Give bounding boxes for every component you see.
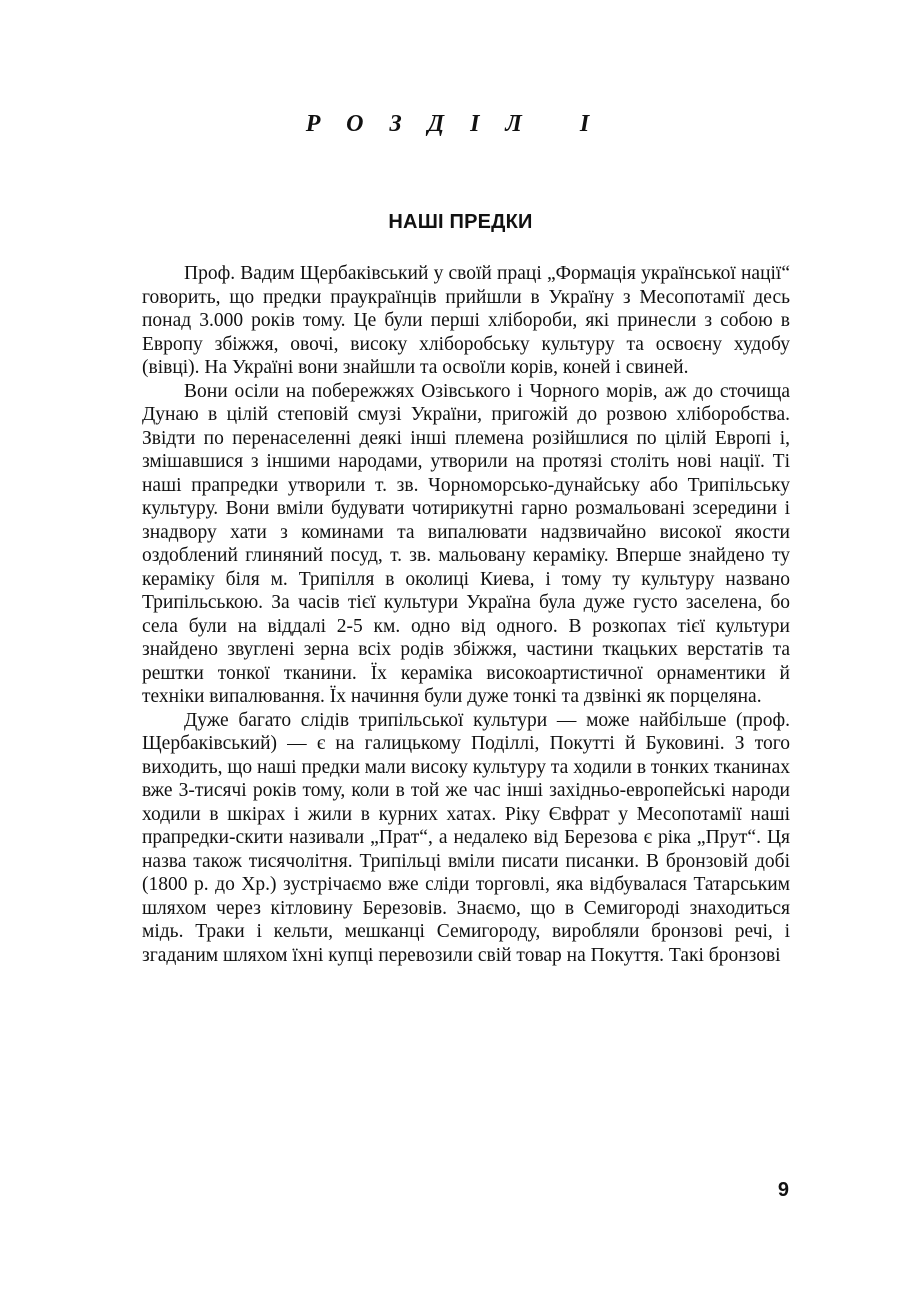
- chapter-heading: РОЗДІЛ І: [305, 111, 616, 137]
- section-title: НАШІ ПРЕДКИ: [388, 211, 533, 233]
- paragraph-3: Дуже багато слідів трипільської культури — може найбільше (проф. Щербаківський) — є на галицькому Поділлі, Покутті й Буковині. З того виходить, що наші предки мали високу культуру та ходили в тонких тканинах вже 3-тисячі років тому, коли в той же час інші західньо-европейські народи ходили в шкірах і жили в курних хатах. Ріку Євфрат у Месопотамії наші прапредки-скити називали „Прат“, а недалеко від Березова є ріка „Прут“. Ця назва також тисячолітня. Трипільці вміли писати писанки. В бронзовій добі (1800 р. до Хр.) зустрічаємо вже сліди торговлі, яка відбувалася Татарським шляхом через кітловину Березовів. Знаємо, що в Семигороді знаходиться мідь. Траки і кельти, мешканці Семигороду, виробляли бронзові речі, і згаданим шляхом їхні купці перевозили свій товар на Покуття. Такі бронзові: [142, 709, 790, 966]
- body-text: [142, 262, 790, 967]
- paragraph-2: Вони осіли на побережжях Озівського і Чорного морів, аж до сточища Дунаю в цілій степовій смузі України, пригожій до розвою хліборобства. Звідти по перенаселенні деякі інші племена розійшлися по цілій Европі і, змішавшися з іншими народами, утворили на протязі століть нові нації. Ті наші прапредки утворили т. зв. Чорноморсько-дунайську або Трипільську культуру. Вони вміли будувати чотирикутні гарно розмальовані зсередини і знадвору хати з коминами та випалювати надзвичайно високої якости оздоблений глиняний посуд, т. зв. мальовану кераміку. Вперше знайдено ту кераміку біля м. Трипілля в околиці Киева, і тому ту культуру названо Трипільською. За часів тієї культури Україна була дуже густо заселена, бо села були на віддалі 2-5 км. одно від одного. В розкопах тієї культури знайдено звуглені зерна всіх родів збіжжя, частини ткацьких верстатів та рештки тонкої тканини. Їх кераміка високоартистичної орнаментики й техніки випалювання. Їх начиння були дуже тонкі та дзвінкі як порцеляна.: [142, 380, 790, 707]
- page-number: 9: [777, 1179, 789, 1201]
- paragraph-1: Проф. Вадим Щербаківський у своїй праці „Формація української нації“ говорить, що предки праукраїнців прийшли в Україну з Месопотамії десь понад 3.000 років тому. Це були перші хлібороби, які принесли з собою в Европу збіжжя, овочі, високу хліборобську культуру та освоєну худобу (вівці). На Україні вони знайшли та освоїли корів, коней і свиней.: [142, 263, 790, 378]
